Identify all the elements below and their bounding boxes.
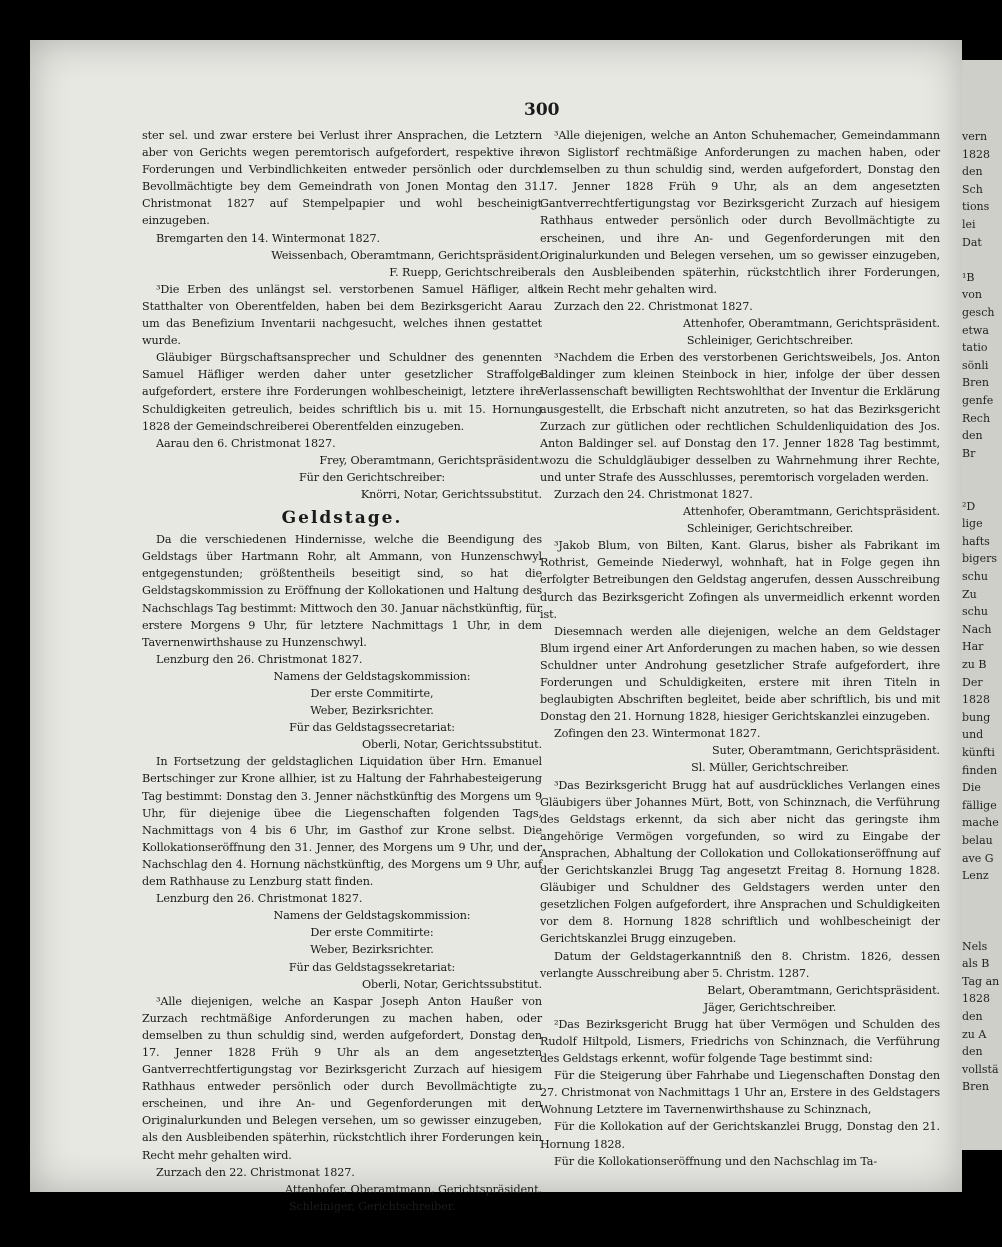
adjacent-page-strip bbox=[962, 60, 1002, 1150]
signature: Suter, Oberamtmann, Gerichtspräsident. bbox=[711, 744, 940, 758]
adjacent-page-line: zu B bbox=[962, 658, 987, 671]
adjacent-page-line: Nels bbox=[962, 939, 988, 953]
adjacent-page-line: Zu bbox=[962, 587, 977, 601]
place-date: Zofingen den 23. Wintermonat 1827. bbox=[554, 727, 761, 741]
adjacent-page-line: tatio bbox=[962, 341, 988, 355]
place-date: Zurzach den 24. Christmonat 1827. bbox=[554, 487, 753, 501]
notice-paragraph: ster sel. und zwar erstere bei Verlust ihrer Ansprachen, die Letztern aber von Gerichts wegen peremtorisch aufgefordert, respektive ihre Forderungen und Verbindlichkeiten entweder persönlich oder durch Bevollmächtigte bey dem Gemeindrath von Jonen Montag den 31. Christmonat 1827 auf Stempelpapier und wohl bescheinigt einzugeben. bbox=[142, 129, 542, 228]
place-date: Lenzburg den 26. Christmonat 1827. bbox=[156, 892, 363, 906]
adjacent-page-line: zu A bbox=[962, 1027, 987, 1041]
signature: Attenhofer, Oberamtmann, Gerichtspräsident. bbox=[683, 505, 940, 519]
signature: Für das Geldstagssecretariat: bbox=[289, 721, 455, 735]
right-column bbox=[540, 127, 940, 1170]
adjacent-page-line: hafts bbox=[962, 534, 990, 548]
signature: Weber, Bezirksrichter. bbox=[310, 943, 434, 957]
signature: Schleiniger, Gerichtschreiber. bbox=[686, 522, 854, 536]
adjacent-page-line: Lenz bbox=[962, 869, 989, 883]
signature: Oberli, Notar, Gerichtssubstitut. bbox=[361, 738, 542, 752]
adjacent-page-line: Br bbox=[962, 446, 976, 460]
signature: Der erste Commitirte: bbox=[310, 926, 434, 940]
signature: Attenhofer, Oberamtmann, Gerichtspräsident. bbox=[285, 1182, 542, 1196]
page-number: 300 bbox=[524, 100, 560, 120]
notice-paragraph: In Fortsetzung der geldstaglichen Liquidation über Hrn. Emanuel Bertschinger zur Krone allhier, ist zu Haltung der Fahrhabesteigerung Tag bestimmt: Donstag den 3. Jenner nächstkünftig des Morgens um 9 Uhr, für diejenige übee die Liegenschaften folgenden Tags, Nachmittags von 4 bis 6 Uhr, im Gasthof zur Krone selbst. Die Kollokationseröffnung den 31. Jenner, des Morgens um 9 Uhr, und der Nachschlag den 4. Hornung nächstkünftig, des Morgens um 9 Uhr, auf dem Rathhause zu Lenzburg statt finden. bbox=[142, 755, 542, 889]
adjacent-page-line: Die bbox=[962, 781, 981, 795]
left-column bbox=[142, 127, 542, 1215]
adjacent-page-line: tions bbox=[962, 200, 990, 214]
signature: Für den Gerichtschreiber: bbox=[298, 470, 446, 484]
place-date: Zurzach den 22. Christmonat 1827. bbox=[554, 299, 753, 313]
adjacent-page-line: von bbox=[962, 288, 982, 302]
notice-paragraph: ³Das Bezirksgericht Brugg hat auf ausdrückliches Verlangen eines Gläubigers über Johannes Mürt, Bott, von Schinznach, die Verführung des Geldstags erkennt, da sich aber nicht das geringste ihm angehörige Vermögen vorgefunden, so wird zu Eingabe der Ansprachen, Abhaltung der Collokation und Collokationseröffnung auf der Gerichtskanzlei Brugg Tag angesetzt Freitag 8. Hornung 1828. Gläubiger und Schuldner des Geldstagers werden unter den gesetzlichen Folgen aufgefordert, ihre Ansprachen und Schuldigkeiten vor dem 8. Hornung 1828 schriftlich und wohlbescheinigt der Gerichtskanzlei Brugg einzugeben. bbox=[540, 778, 940, 946]
signature: Knörri, Notar, Gerichtssubstitut. bbox=[360, 487, 542, 501]
adjacent-page-line: finden bbox=[962, 763, 998, 777]
adjacent-page-line: genfe bbox=[962, 394, 994, 407]
notice-paragraph: ³Jakob Blum, von Bilten, Kant. Glarus, bisher als Fabrikant im Rothrist, Gemeinde Niederwyl, wohnhaft, hat in Folge gegen ihn erfolgter Betreibungen den Geldstag angerufen, dessen Ausschreibung durch das Bezirksgericht Zofingen als unvermeidlich erkennt worden ist. bbox=[540, 539, 940, 621]
notice-paragraph: Gläubiger Bürgschaftsansprecher und Schuldner des genennten Samuel Häfliger werden daher unter gesetzlicher Straffolge aufgefordert, erstere ihre Forderungen wohlbescheinigt, letztere ihre Schuldigkeiten getreulich, beides schriftlich bis u. mit 15. Hornung 1828 der Gemeindschreiberei Oberentfelden einzugeben. bbox=[142, 351, 542, 433]
adjacent-page-line: lige bbox=[962, 517, 983, 531]
adjacent-page-line: Dat bbox=[962, 235, 982, 249]
adjacent-page-line: etwa bbox=[962, 323, 989, 337]
section-heading: Geldstage. bbox=[281, 508, 403, 529]
notice-paragraph: ³Alle diejenigen, welche an Anton Schuhemacher, Gemeindammann von Siglistorf rechtmäßige Anforderungen zu machen haben, oder demselben zu thun schuldig sind, werden aufgefordert, Donstag den 17. Jenner 1828 Früh 9 Uhr, als an dem angesetzten Gantverrechtfertigungstag vor Bezirksgericht Zurzach auf hiesigem Rathhaus entweder persönlich oder durch Bevollmächtigte zu erscheinen, und ihre An- und Gegenforderungen mit den Originalurkunden und Belegen versehen, um so gewisser einzugeben, als den Ausbleibenden späterhin, rückstchtlich ihrer Forderungen, kein Recht mehr gehalten wird. bbox=[540, 129, 940, 296]
adjacent-page-line: ²D bbox=[962, 499, 976, 513]
adjacent-page-line: sönli bbox=[962, 358, 989, 372]
adjacent-page-line: belau bbox=[962, 834, 993, 847]
adjacent-page-line: 1828 bbox=[962, 693, 990, 707]
adjacent-page-line: als B bbox=[962, 957, 990, 971]
notice-paragraph: Für die Steigerung über Fahrhabe und Liegenschaften Donstag den 27. Christmonat von Nachmittags 1 Uhr an, Erstere in des Geldstagers Wohnung Letztere im Tavernenwirthshause zu Schinznach, bbox=[540, 1069, 940, 1117]
adjacent-page-line: und bbox=[962, 728, 984, 742]
adjacent-page-line: Sch bbox=[962, 182, 983, 196]
notice-paragraph: ³Alle diejenigen, welche an Kaspar Joseph Anton Haußer von Zurzach rechtmäßige Anforderungen zu machen haben, oder demselben zu thun schuldig sind, werden aufgefordert, Donstag den 17. Jenner 1828 Früh 9 Uhr als an dem angesetzten Gantverrechtfertigungstag vor Bezirksgericht Zurzach auf hiesigem Rathhaus entweder persönlich oder durch Bevollmächtigte zu erscheinen, und ihre An- und Gegenforderungen mit den Originalurkunden und Belegen versehen, um so gewisser einzugeben, als den Ausbleibenden späterhin, rückstchtlich ihrer Forderungen kein Recht mehr gehalten wird. bbox=[142, 994, 542, 1162]
adjacent-page-line: vern bbox=[962, 130, 988, 143]
adjacent-page-line: bung bbox=[962, 710, 991, 724]
signature: Sl. Müller, Gerichtschreiber. bbox=[691, 761, 849, 775]
signature: F. Ruepp, Gerichtschreiber. bbox=[389, 265, 542, 279]
adjacent-page-line: künfti bbox=[962, 746, 995, 759]
place-date: Zurzach den 22. Christmonat 1827. bbox=[156, 1165, 355, 1179]
newspaper-page bbox=[30, 40, 962, 1213]
signature: Weber, Bezirksrichter. bbox=[310, 704, 434, 718]
adjacent-page-line: den bbox=[962, 1045, 983, 1059]
adjacent-page-line: gesch bbox=[962, 306, 995, 319]
signature: Namens der Geldstagskommission: bbox=[273, 669, 471, 683]
adjacent-page-line: ¹B bbox=[962, 270, 975, 284]
signature: Schleiniger, Gerichtschreiber. bbox=[288, 1199, 456, 1213]
adjacent-page-line: schu bbox=[962, 570, 988, 583]
adjacent-page-line: ave G bbox=[962, 851, 994, 865]
adjacent-page-line: vollstä bbox=[962, 1062, 999, 1076]
adjacent-page-line: mache bbox=[962, 816, 999, 830]
adjacent-page-line: Har bbox=[962, 640, 984, 654]
signature: Jäger, Gerichtschreiber. bbox=[703, 1000, 837, 1014]
signature: Belart, Oberamtmann, Gerichtspräsident. bbox=[707, 983, 940, 997]
place-date: Lenzburg den 26. Christmonat 1827. bbox=[156, 652, 363, 666]
place-date: Bremgarten den 14. Wintermonat 1827. bbox=[156, 231, 380, 245]
adjacent-page-line: 1828 bbox=[962, 992, 990, 1006]
signature: Namens der Geldstagskommission: bbox=[273, 909, 471, 923]
signature: Oberli, Notar, Gerichtssubstitut. bbox=[361, 977, 542, 991]
signature: Weissenbach, Oberamtmann, Gerichtspräsident. bbox=[271, 248, 542, 262]
signature: Der erste Commitirte, bbox=[310, 687, 434, 700]
signature: Schleiniger, Gerichtschreiber. bbox=[686, 334, 854, 348]
signature: Für das Geldstagssekretariat: bbox=[288, 960, 456, 974]
signature: Attenhofer, Oberamtmann, Gerichtspräsident. bbox=[683, 317, 940, 331]
notice-paragraph: Für die Kollokationseröffnung und den Nachschlag im Ta- bbox=[554, 1154, 878, 1168]
adjacent-page-line: bigers bbox=[962, 552, 998, 566]
notice-paragraph: Für die Kollokation auf der Gerichtskanzlei Brugg, Donstag den 21. Hornung 1828. bbox=[540, 1120, 940, 1151]
notice-paragraph: Diesemnach werden alle diejenigen, welche an dem Geldstager Blum irgend einer Art Anforderungen zu machen haben, so wie dessen Schuldner unter Androhung gesetzlicher Strafe aufgefordert, ihre Forderungen und Schuldigkeiten, erstere mit ihren Titeln in beglaubigten Abschriften begleitet, beide aber schriftlich, bis und mit Donstag den 21. Hornung 1828, hiesiger Gerichtskanzlei einzugeben. bbox=[540, 624, 940, 724]
adjacent-page-line: Tag an bbox=[962, 974, 1000, 988]
adjacent-page-line: Rech bbox=[962, 411, 991, 425]
adjacent-page-line: fällige bbox=[962, 798, 997, 812]
notice-paragraph: ³Nachdem die Erben des verstorbenen Gerichtsweibels, Jos. Anton Baldinger zum kleinen Steinbock in hier, infolge der über dessen Verlassenschaft bewilligten Rechtswohlthat der Inventur die Erklärung ausgestellt, die Erbschaft nicht anzutreten, so hat das Bezirksgericht Zurzach zur gütlichen oder rechtlichen Schuldenliquidation des Jos. Anton Baldinger sel. auf Donstag den 17. Jenner 1828 Tag bestimmt, wozu die Schuldgläubiger desselben zu Wahrnehmung ihrer Rechte, und unter Strafe des Ausschlusses, peremtorisch vorgeladen werden. bbox=[540, 351, 940, 484]
adjacent-page-line: Nach bbox=[962, 622, 992, 636]
notice-paragraph: ²Das Bezirksgericht Brugg hat über Vermögen und Schulden des Rudolf Hiltpold, Lismers, Friedrichs von Schinznach, die Verführung des Geldstags erkennt, wofür folgende Tage bestimmt sind: bbox=[540, 1017, 940, 1066]
adjacent-page-line: Der bbox=[962, 675, 983, 689]
adjacent-page-line: lei bbox=[962, 218, 976, 231]
adjacent-page-line: den bbox=[962, 1010, 983, 1023]
adjacent-page-line: Bren bbox=[962, 1080, 989, 1094]
adjacent-page-line: 1828 bbox=[962, 147, 990, 161]
place-date: Aarau den 6. Christmonat 1827. bbox=[156, 436, 336, 450]
adjacent-page-line: Bren bbox=[962, 376, 989, 390]
signature: Frey, Oberamtmann, Gerichtspräsident. bbox=[319, 453, 542, 467]
notice-paragraph: ³Die Erben des unlängst sel. verstorbenen Samuel Häfliger, alt Statthalter von Oberentfelden, haben bei dem Bezirksgericht Aarau um das Benefizium Inventarii nachgesucht, welches ihnen gestattet wurde. bbox=[142, 282, 542, 348]
notice-paragraph: Da die verschiedenen Hindernisse, welche die Beendigung des Geldstags über Hartmann Rohr, alt Ammann, von Hunzenschwyl entgegenstunden; größtentheils beseitigt sind, so hat die Geldstagskommission zu Eröffnung der Kollokationen und Haltung des Nachschlags Tag bestimmt: Mittwoch den 30. Januar nächstkünftig, für erstere Morgens 9 Uhr, für letztere Nachmittags 1 Uhr, in dem Tavernenwirthshause zu Hunzenschwyl. bbox=[142, 533, 543, 649]
adjacent-page-line: den bbox=[962, 429, 983, 443]
notice-paragraph: Datum der Geldstagerkanntniß den 8. Christm. 1826, dessen verlangte Ausschreibung aber 5. Christm. 1287. bbox=[540, 949, 940, 980]
adjacent-page-line: schu bbox=[962, 605, 988, 619]
adjacent-page-line: den bbox=[962, 165, 983, 179]
